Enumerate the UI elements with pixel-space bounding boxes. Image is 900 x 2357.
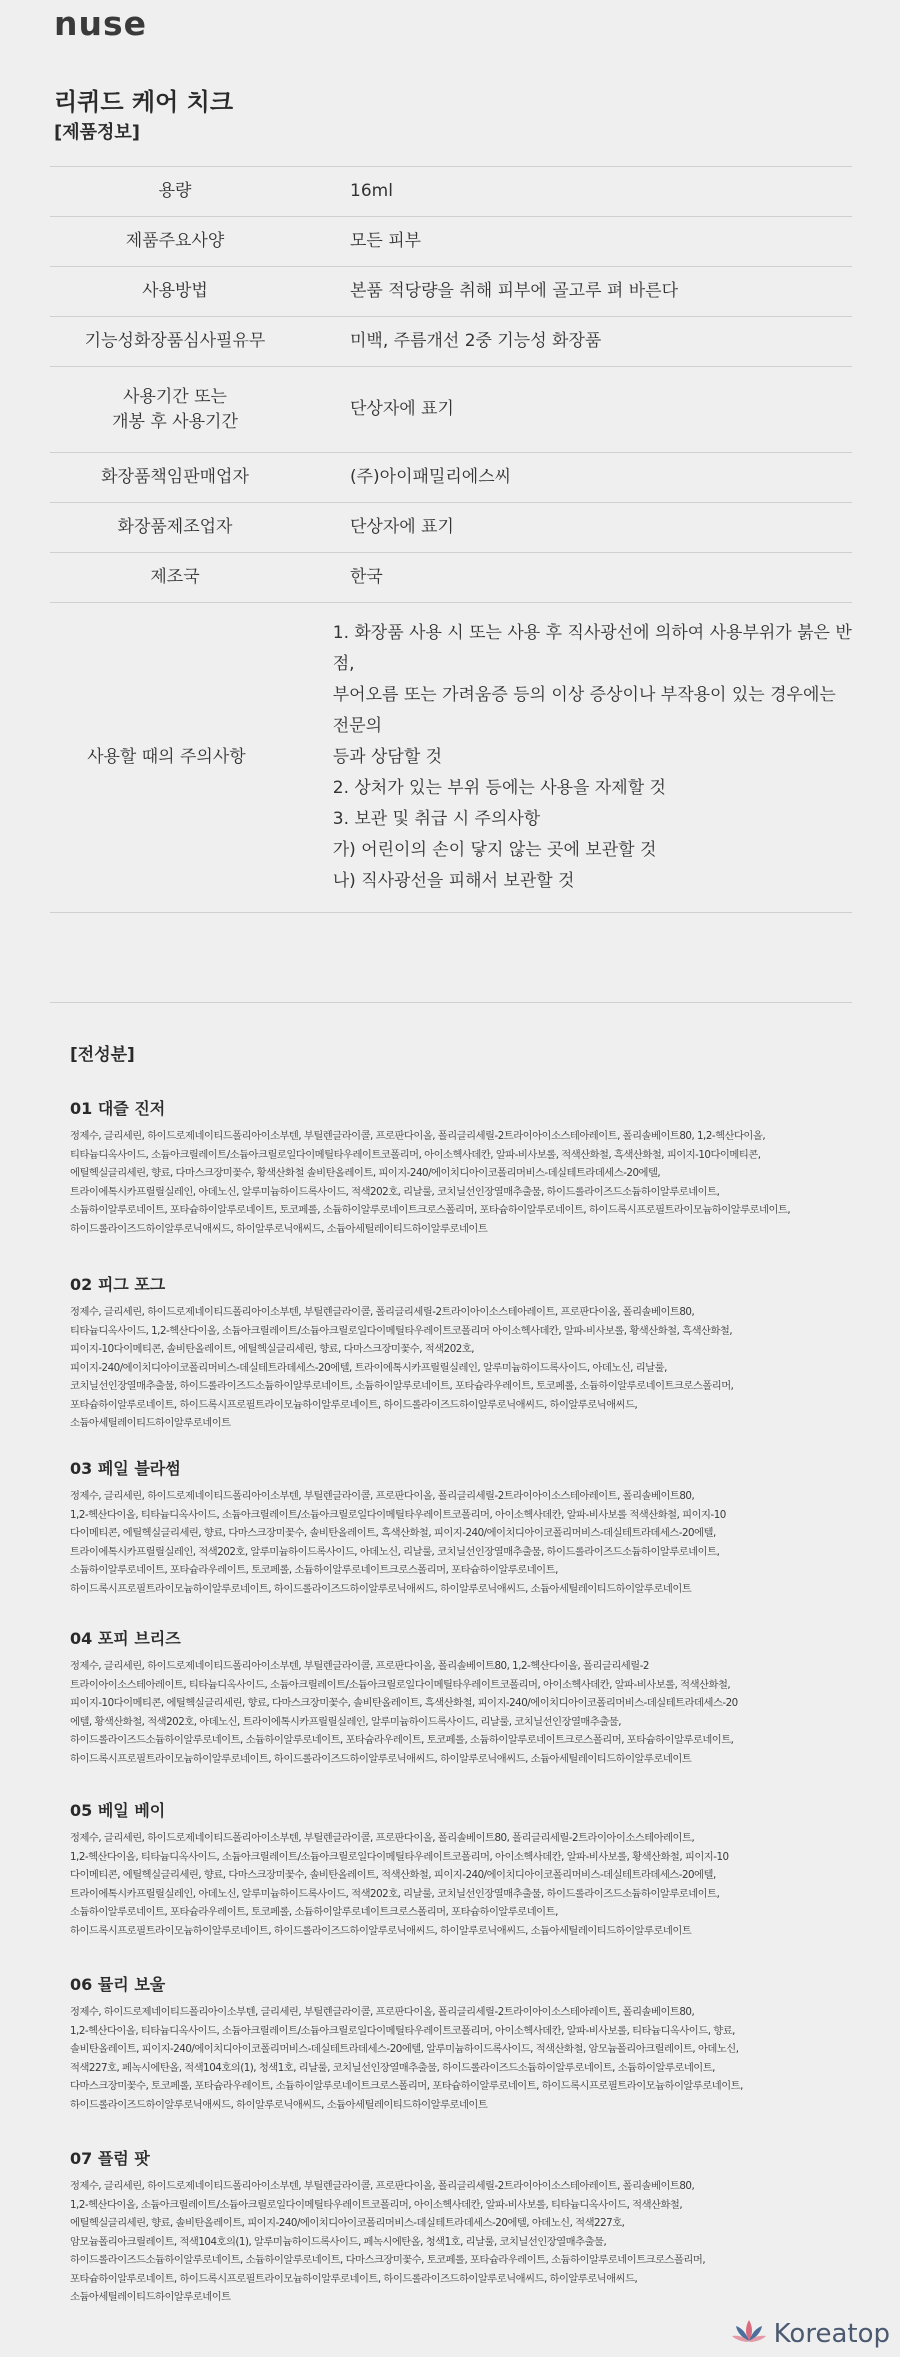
brand-logo: nuse bbox=[54, 4, 148, 43]
shade-section bbox=[70, 1972, 870, 2114]
info-key: 사용방법 bbox=[142, 281, 208, 301]
info-row-shelf-life bbox=[50, 367, 852, 453]
info-row-country bbox=[50, 553, 852, 603]
info-key: 사용기간 또는 개봉 후 사용기간 bbox=[112, 386, 238, 432]
shade-ingredients: 정제수, 글리세린, 하이드로제네이티드폴리아이소부텐, 부틸렌글라이콜, 프로판다이올, 폴리글리세릴-2트라이아이소스테아레이트, 폴리솔베이트80, 1,2-헥산다이올, 티타늄디옥사이드, 소듐아크릴레이트/소듐아크릴로일다이메틸타우레이트코폴리머, 아이소헥사데칸, 알파-비사보롤, 적색산화철, 흑색산화철, 피이지-10다이메티콘, 에틸헥실글리세린, 향료, 다마스크장미꽃수, 황색산화철 솔비탄올레이트, 피이지-240/에이치디아이코폴리머비스-데실테트라데세스-20에텔, 트라이에톡시카프릴릴실레인, 아데노신, 알루미늄하이드록사이드, 적색202호, 리날룰, 코치닐선인장열매추출물, 하이드롤라이즈드소듐하이알루로네이트, 소듐하이알루로네이트, 포타슘하이알루로네이트, 토코페롤, 소듐하이알루로네이트크로스폴리머, 포타슘하이알루로네이트, 하이드록시프로필트라이모늄하이알루로네이트, 하이드롤라이즈드하이알루로닉애씨드, 하이알루로닉애씨드, 소듐아세틸레이티드하이알루로네이트 bbox=[70, 1130, 791, 1235]
info-value: 미백, 주름개선 2중 기능성 화장품 bbox=[350, 331, 602, 351]
shade-title: 07 플럼 팟 bbox=[70, 2149, 150, 2168]
info-value: (주)아이패밀리에스씨 bbox=[350, 467, 512, 487]
shade-title: 05 베일 베이 bbox=[70, 1801, 166, 1820]
info-row-volume bbox=[50, 167, 852, 217]
shade-ingredients: 정제수, 글리세린, 하이드로제네이티드폴리아이소부텐, 부틸렌글라이콜, 폴리글리세릴-2트라이아이소스테아레이트, 프로판다이올, 폴리솔베이트80, 티타늄디옥사이드, 1,2-헥산다이올, 소듐아크릴레이트/소듐아크릴로일다이메틸타우레이트코폴리머 아이소헥사데칸, 알파-비사보롤, 황색산화철, 흑색산화철, 피이지-10다이메티콘, 솔비탄올레이트, 에틸헥실글리세린, 향료, 다마스크장미꽃수, 적색202호, 피이지-240/에이치디아이코폴리머비스-데실테트라데세스-20에텔, 트라이에톡시카프릴릴실레인, 알루미늄하이드록사이드, 아데노신, 리날룰, 코치닐선인장열매추출물, 하이드롤라이즈드소듐하이알루로네이트, 소듐하이알루로네이트, 포타슘라우레이트, 토코페롤, 소듐하이알루로네이트크로스폴리머, 포타슘하이알루로네이트, 하이드록시프로필트라이모늄하이알루로네이트, 하이드롤라이즈드하이알루로닉애씨드, 하이알루로닉애씨드, 소듐아세틸레이티드하이알루로네이트 bbox=[70, 1306, 734, 1429]
info-row-manufacturer bbox=[50, 503, 852, 553]
info-value: 단상자에 표기 bbox=[350, 517, 454, 537]
product-info-label: [제품정보] bbox=[54, 122, 141, 143]
shade-section bbox=[70, 1626, 870, 1768]
info-key: 제조국 bbox=[150, 567, 200, 587]
shade-title: 01 대즐 진저 bbox=[70, 1099, 166, 1118]
shade-title: 02 피그 포그 bbox=[70, 1275, 166, 1294]
section-divider bbox=[50, 1002, 852, 1003]
info-key: 사용할 때의 주의사항 bbox=[87, 747, 246, 767]
shade-section bbox=[70, 1096, 870, 1238]
info-key: 기능성화장품심사필유무 bbox=[84, 331, 266, 351]
info-value: 한국 bbox=[350, 567, 383, 587]
watermark-text: Koreatop bbox=[773, 2319, 890, 2349]
info-row-seller bbox=[50, 453, 852, 503]
info-row-functional bbox=[50, 317, 852, 367]
info-value: 단상자에 표기 bbox=[350, 399, 454, 419]
info-value: 본품 적당량을 취해 피부에 골고루 펴 바른다 bbox=[350, 281, 679, 301]
shade-ingredients: 정제수, 글리세린, 하이드로제네이티드폴리아이소부텐, 부틸렌글라이콜, 프로판다이올, 폴리글리세릴-2트라이아이소스테아레이트, 폴리솔베이트80, 1,2-헥산다이올, 티타늄디옥사이드, 소듐아크릴레이트/소듐아크릴로일다이메틸타우레이트코폴리머, 아이소헥사데칸, 알파-비사보롤 적색산화철, 피이지-10 다이메티콘, 에틸헥실글리세린, 향료, 다마스크장미꽃수, 솔비탄올레이트, 흑색산화철, 피이지-240/에이치디아이코폴리머비스-데실테트라데세스-20에텔, 트라이에톡시카프릴릴실레인, 적색202호, 알루미늄하이드록사이드, 아데노신, 리날룰, 코치닐선인장열매추출물, 하이드롤라이즈드소듐하이알루로네이트, 소듐하이알루로네이트, 포타슘라우레이트, 토코페롤, 소듐하이알루로네이트크로스폴리머, 포타슘하이알루로네이트, 하이드록시프로필트라이모늄하이알루로네이트, 하이드롤라이즈드하이알루로닉애씨드, 하이알루로닉애씨드, 소듐아세틸레이티드하이알루로네이트 bbox=[70, 1490, 726, 1595]
ingredients-heading: [전성분] bbox=[70, 1045, 135, 1065]
lotus-icon bbox=[730, 2317, 768, 2351]
shade-ingredients: 정제수, 하이드로제네이티드폴리아이소부텐, 글리세린, 부틸렌글라이콜, 프로판다이올, 폴리글리세릴-2트라이아이소스테아레이트, 폴리솔베이트80, 1,2-헥산다이올, 티타늄디옥사이드, 소듐아크릴레이트/소듐아크릴로일다이메틸타우레이트코폴리머, 아이소헥사데칸, 알파-비사보롤, 티타늄디옥사이드, 향료, 솔비탄올레이트, 피이지-240/에이치디아이코폴리머비스-데실테트라데세스-20에텔, 알루미늄하이드록사이드, 적색산화철, 암모늄폴리아크릴레이트, 아데노신, 적색227호, 페녹시에탄올, 적색104호의(1), 청색1호, 리날룰, 코치닐선인장열매추출물, 하이드롤라이즈드소듐하이알루로네이트, 소듐하이알루로네이트, 다마스크장미꽃수, 토코페롤, 포타슘라우레이트, 소듐하이알루로네이트크로스폴리머, 포타슘하이알루로네이트, 하이드록시프로필트라이모늄하이알루로네이트, 하이드롤라이즈드하이알루로닉애씨드, 하이알루로닉애씨드, 소듐아세틸레이티드하이알루로네이트 bbox=[70, 2006, 743, 2111]
shade-section bbox=[70, 2146, 870, 2307]
info-row-usage bbox=[50, 267, 852, 317]
info-key: 화장품제조업자 bbox=[117, 517, 233, 537]
info-value: 1. 화장품 사용 시 또는 사용 후 직사광선에 의하여 사용부위가 붉은 반점, 부어오름 또는 가려움증 등의 이상 증상이나 부작용이 있는 경우에는 전문의 등과 상담할 것 2. 상처가 있는 부위 등에는 사용을 자제할 것 3. 보관 및 취급 시 주의사항 가) 어린이의 손이 닿지 않는 곳에 보관할 것 나) 직사광선을 피해서 보관할 것 bbox=[332, 623, 852, 891]
shade-ingredients: 정제수, 글리세린, 하이드로제네이티드폴리아이소부텐, 부틸렌글라이콜, 프로판다이올, 폴리솔베이트80, 1,2-헥산다이올, 폴리글리세릴-2 트라이아이소스테아레이트, 티타늄디옥사이드, 소듐아크릴레이트/소듐아크릴로일다이메틸타우레이트코폴리머, 아이소헥사데칸, 알파-비사보롤, 적색산화철, 피이지-10다이메티콘, 에틸헥실글리세린, 향료, 다마스크장미꽃수, 솔비탄올레이트, 흑색산화철, 피이지-240/에이치디아이코폴리머비스-데실테트라데세스-20 에텔, 황색산화철, 적색202호, 아데노신, 트라이에톡시카프릴릴실레인, 알루미늄하이드록사이드, 리날룰, 코치닐선인장열매추출물, 하이드롤라이즈드소듐하이알루로네이트, 소듐하이알루로네이트, 포타슘라우레이트, 토코페롤, 소듐하이알루로네이트크로스폴리머, 포타슘하이알루로네이트, 하이드록시프로필트라이모늄하이알루로네이트, 하이드롤라이즈드하이알루로닉애씨드, 하이알루로닉애씨드, 소듐아세틸레이티드하이알루로네이트 bbox=[70, 1660, 738, 1765]
product-title: 리퀴드 케어 치크 bbox=[54, 88, 233, 116]
shade-section bbox=[70, 1798, 870, 1940]
shade-ingredients: 정제수, 글리세린, 하이드로제네이티드폴리아이소부텐, 부틸렌글라이콜, 프로판다이올, 폴리글리세릴-2트라이아이소스테아레이트, 폴리솔베이트80, 1,2-헥산다이올, 소듐아크릴레이트/소듐아크릴로일다이메틸타우레이트코폴리머, 아이소헥사데칸, 알파-비사보롤, 티타늄디옥사이드, 적색산화철, 에틸헥실글리세린, 향료, 솔비탄올레이트, 피이지-240/에이치디아이코폴리머비스-데실테트라데세스-20에텔, 아데노신, 적색227호, 암모늄폴리아크릴레이트, 적색104호의(1), 알루미늄하이드록사이드, 페녹시에탄올, 청색1호, 리날룰, 코치닐선인장열매추출물, 하이드롤라이즈드소듐하이알루로네이트, 소듐하이알루로네이트, 다마스크장미꽃수, 토코페롤, 포타슘라우레이트, 소듐하이알루로네이트크로스폴리머, 포타슘하이알루로네이트, 하이드록시프로필트라이모늄하이알루로네이트, 하이드롤라이즈드하이알루로닉애씨드, 하이알루로닉애씨드, 소듐아세틸레이티드하이알루로네이트 bbox=[70, 2180, 706, 2303]
info-key: 제품주요사양 bbox=[125, 231, 225, 251]
info-row-precautions bbox=[50, 603, 852, 913]
info-key: 용량 bbox=[158, 181, 192, 201]
info-row-skin-type bbox=[50, 217, 852, 267]
info-value: 16ml bbox=[350, 181, 393, 201]
product-info-table bbox=[50, 166, 852, 913]
info-key: 화장품책임판매업자 bbox=[101, 467, 249, 487]
shade-title: 06 뮬리 보울 bbox=[70, 1975, 166, 1994]
koreatop-watermark bbox=[730, 2317, 890, 2351]
info-value: 모든 피부 bbox=[350, 231, 422, 251]
shade-section bbox=[70, 1456, 870, 1598]
shade-ingredients: 정제수, 글리세린, 하이드로제네이티드폴리아이소부텐, 부틸렌글라이콜, 프로판다이올, 폴리솔베이트80, 폴리글리세릴-2트라이아이소스테아레이트, 1,2-헥산다이올, 티타늄디옥사이드, 소듐아크릴레이트/소듐아크릴로일다이메틸타우레이트코폴리머, 아이소헥사데칸, 알파-비사보롤, 황색산화철, 피이지-10 다이메티콘, 에틸헥실글리세린, 향료, 다마스크장미꽃수, 솔비탄올레이트, 적색산화철, 피이지-240/에이치디아이코폴리머비스-데실테트라데세스-20에텔, 트라이에톡시카프릴릴실레인, 아데노신, 알루미늄하이드록사이드, 적색202호, 리날룰, 코치닐선인장열매추출물, 하이드롤라이즈드소듐하이알루로네이트, 소듐하이알루로네이트, 포타슘라우레이트, 토코페롤, 소듐하이알루로네이트크로스폴리머, 포타슘하이알루로네이트, 하이드록시프로필트라이모늄하이알루로네이트, 하이드롤라이즈드하이알루로닉애씨드, 하이알루로닉애씨드, 소듐아세틸레이티드하이알루로네이트 bbox=[70, 1832, 729, 1937]
shade-title: 04 포피 브리즈 bbox=[70, 1629, 181, 1648]
shade-title: 03 페일 블라썸 bbox=[70, 1459, 181, 1478]
shade-section bbox=[70, 1272, 870, 1433]
